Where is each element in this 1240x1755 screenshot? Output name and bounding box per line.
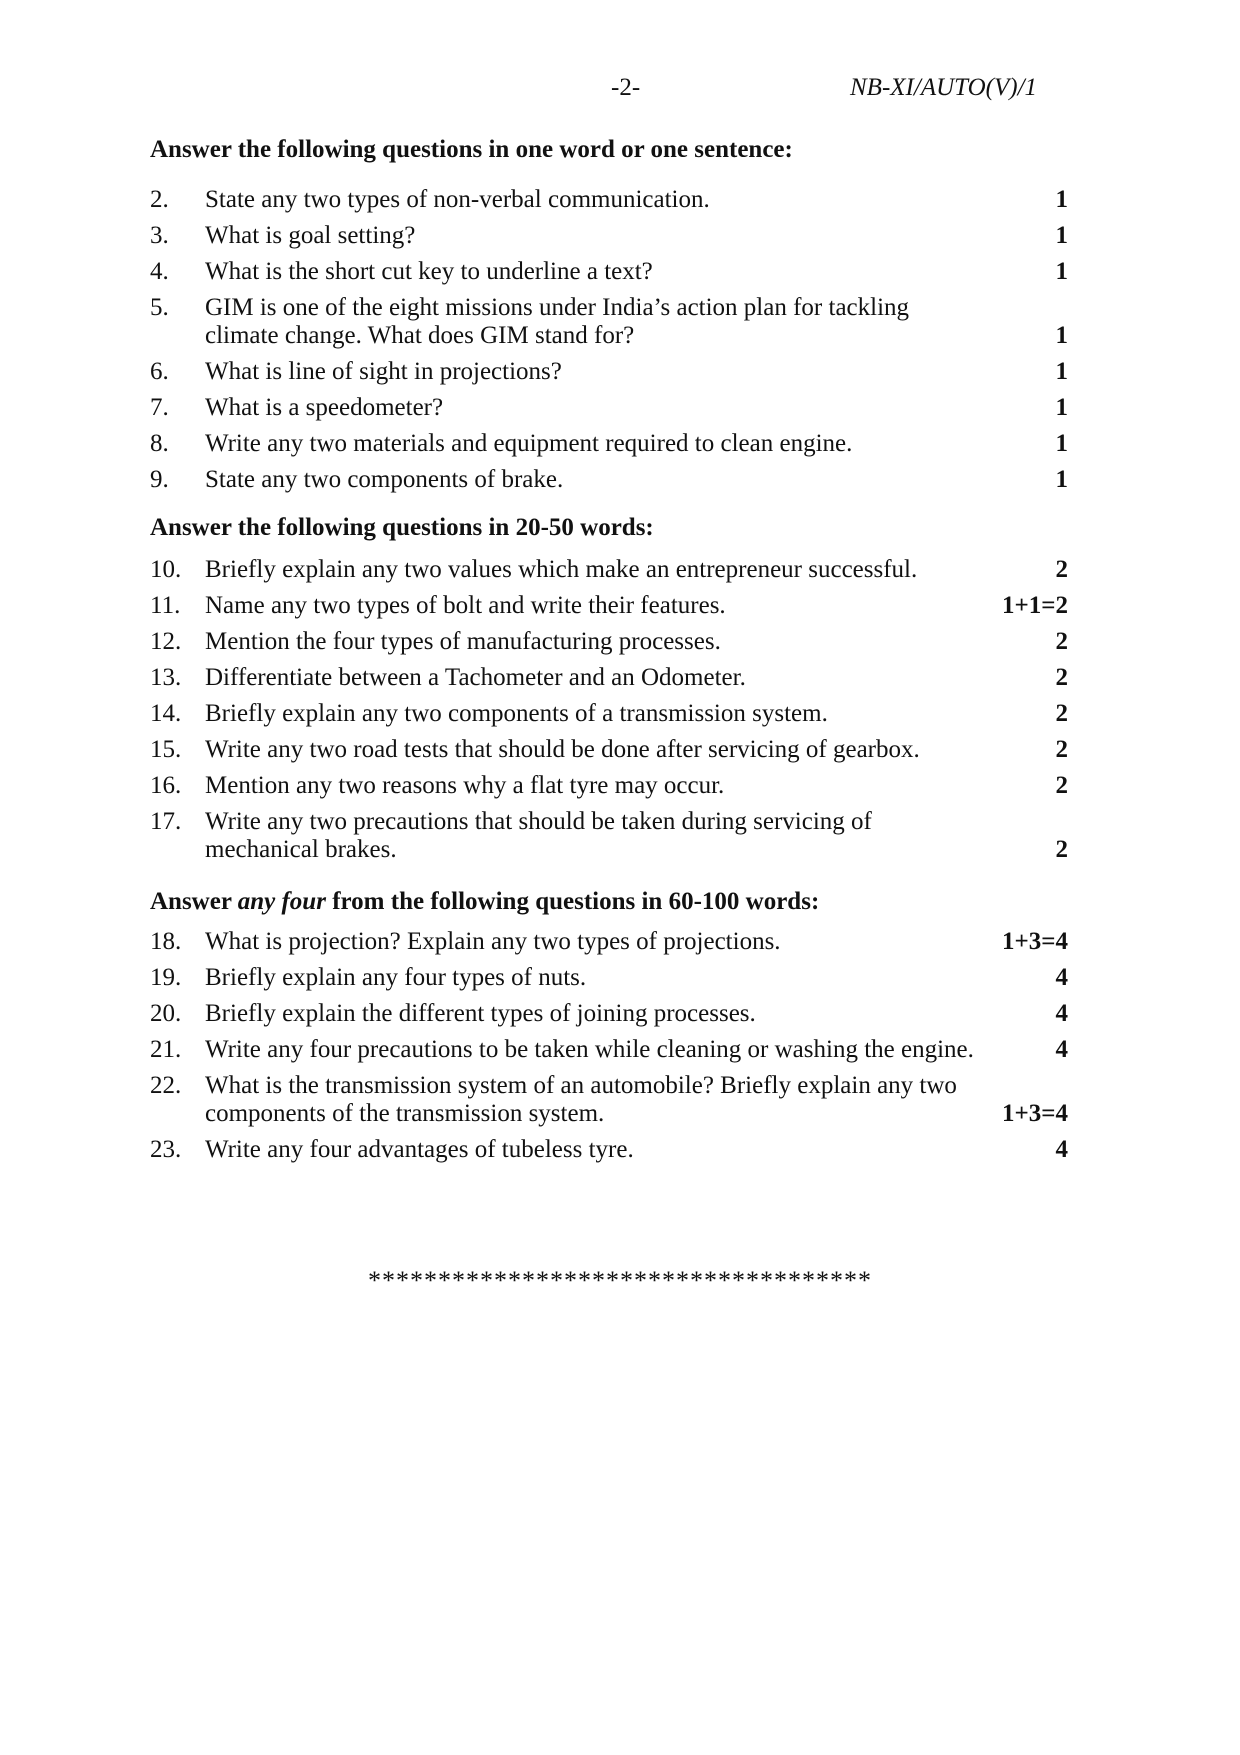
question-number: 15. (150, 736, 182, 763)
question-item (150, 928, 1068, 964)
question-number: 14. (150, 700, 182, 727)
question-marks: 2 (1055, 772, 1068, 799)
question-number: 5. (150, 294, 169, 321)
question-number: 3. (150, 222, 169, 249)
question-number: 17. (150, 808, 182, 835)
question-item (150, 772, 1068, 808)
question-number: 22. (150, 1072, 182, 1099)
question-number: 10. (150, 556, 182, 583)
question-marks: 2 (1055, 736, 1068, 763)
question-number: 18. (150, 928, 182, 955)
question-marks: 2 (1055, 700, 1068, 727)
question-item (150, 556, 1068, 592)
section-title-emphasis: any four (237, 888, 326, 915)
question-marks: 2 (1055, 836, 1068, 863)
question-marks: 1 (1055, 358, 1068, 385)
question-marks: 1+3=4 (1002, 928, 1068, 955)
question-item (150, 358, 1068, 394)
question-text: Write any two road tests that should be done after servicing of gearbox. (205, 736, 920, 763)
question-list-section-2 (150, 556, 1068, 872)
question-marks: 2 (1055, 628, 1068, 655)
question-item (150, 430, 1068, 466)
question-number: 20. (150, 1000, 182, 1027)
section-title-one-word: Answer the following questions in one word or one sentence: (150, 136, 793, 163)
section-title-suffix: from the following questions in 60-100 words: (325, 888, 820, 915)
question-text: Briefly explain any two values which make an entrepreneur successful. (205, 556, 918, 583)
question-marks: 1 (1055, 222, 1068, 249)
section-title-long-answer (150, 888, 819, 916)
question-text: What is projection? Explain any two types of projections. (205, 928, 781, 955)
question-marks: 2 (1055, 664, 1068, 691)
question-marks: 4 (1055, 1000, 1068, 1027)
question-item (150, 628, 1068, 664)
question-item (150, 466, 1068, 502)
question-text: Briefly explain any two components of a transmission system. (205, 700, 828, 727)
question-number: 6. (150, 358, 169, 385)
question-number: 19. (150, 964, 182, 991)
question-text: What is the short cut key to underline a text? (205, 258, 653, 285)
question-text: Mention the four types of manufacturing processes. (205, 628, 721, 655)
question-text: Write any four precautions to be taken while cleaning or washing the engine. (205, 1036, 974, 1063)
question-marks: 1 (1055, 394, 1068, 421)
question-number: 7. (150, 394, 169, 421)
end-of-paper-stars: ************************************ (368, 1266, 872, 1295)
question-marks: 4 (1055, 1136, 1068, 1163)
question-text: State any two types of non-verbal communication. (205, 186, 710, 213)
question-text: Write any two materials and equipment required to clean engine. (205, 430, 853, 457)
question-text: Name any two types of bolt and write their features. (205, 592, 726, 619)
question-number: 9. (150, 466, 169, 493)
question-item (150, 1136, 1068, 1172)
page-header (0, 74, 1240, 108)
question-number: 23. (150, 1136, 182, 1163)
question-marks: 4 (1055, 1036, 1068, 1063)
question-marks: 2 (1055, 556, 1068, 583)
question-marks: 1 (1055, 430, 1068, 457)
section-title-short-answer: Answer the following questions in 20-50 words: (150, 514, 654, 541)
question-number: 13. (150, 664, 182, 691)
paper-code: NB-XI/AUTO(V)/1 (850, 74, 1038, 101)
page-number: -2- (611, 74, 641, 101)
question-number: 16. (150, 772, 182, 799)
question-text: What is line of sight in projections? (205, 358, 562, 385)
question-text: Briefly explain any four types of nuts. (205, 964, 587, 991)
question-text: What is the transmission system of an automobile? Briefly explain any two components of the transmission system. (205, 1072, 957, 1127)
question-item (150, 1072, 1068, 1136)
question-text: State any two components of brake. (205, 466, 564, 493)
question-text: Briefly explain the different types of joining processes. (205, 1000, 756, 1027)
question-number: 12. (150, 628, 182, 655)
question-item (150, 736, 1068, 772)
question-marks: 1+3=4 (1002, 1100, 1068, 1127)
section-title-prefix: Answer (150, 888, 238, 915)
question-item (150, 808, 1068, 872)
question-marks: 4 (1055, 964, 1068, 991)
question-text: What is goal setting? (205, 222, 416, 249)
question-list-section-1 (150, 186, 1068, 502)
question-item (150, 1036, 1068, 1072)
question-item (150, 394, 1068, 430)
question-item (150, 964, 1068, 1000)
question-number: 8. (150, 430, 169, 457)
question-item (150, 186, 1068, 222)
question-text: Mention any two reasons why a flat tyre may occur. (205, 772, 725, 799)
question-marks: 1 (1055, 186, 1068, 213)
question-marks: 1+1=2 (1002, 592, 1068, 619)
question-item (150, 222, 1068, 258)
question-marks: 1 (1055, 466, 1068, 493)
question-number: 21. (150, 1036, 182, 1063)
question-text: What is a speedometer? (205, 394, 444, 421)
question-number: 2. (150, 186, 169, 213)
question-list-section-3 (150, 928, 1068, 1172)
question-marks: 1 (1055, 322, 1068, 349)
question-item (150, 1000, 1068, 1036)
question-item (150, 258, 1068, 294)
question-item (150, 294, 1068, 358)
question-item (150, 700, 1068, 736)
question-text: GIM is one of the eight missions under India’s action plan for tackling climate change. What does GIM stand for? (205, 294, 910, 349)
question-marks: 1 (1055, 258, 1068, 285)
question-text: Write any four advantages of tubeless tyre. (205, 1136, 634, 1163)
question-item (150, 592, 1068, 628)
question-text: Differentiate between a Tachometer and an Odometer. (205, 664, 746, 691)
question-number: 11. (150, 592, 181, 619)
question-text: Write any two precautions that should be taken during servicing of mechanical brakes. (205, 808, 872, 863)
question-item (150, 664, 1068, 700)
question-number: 4. (150, 258, 169, 285)
